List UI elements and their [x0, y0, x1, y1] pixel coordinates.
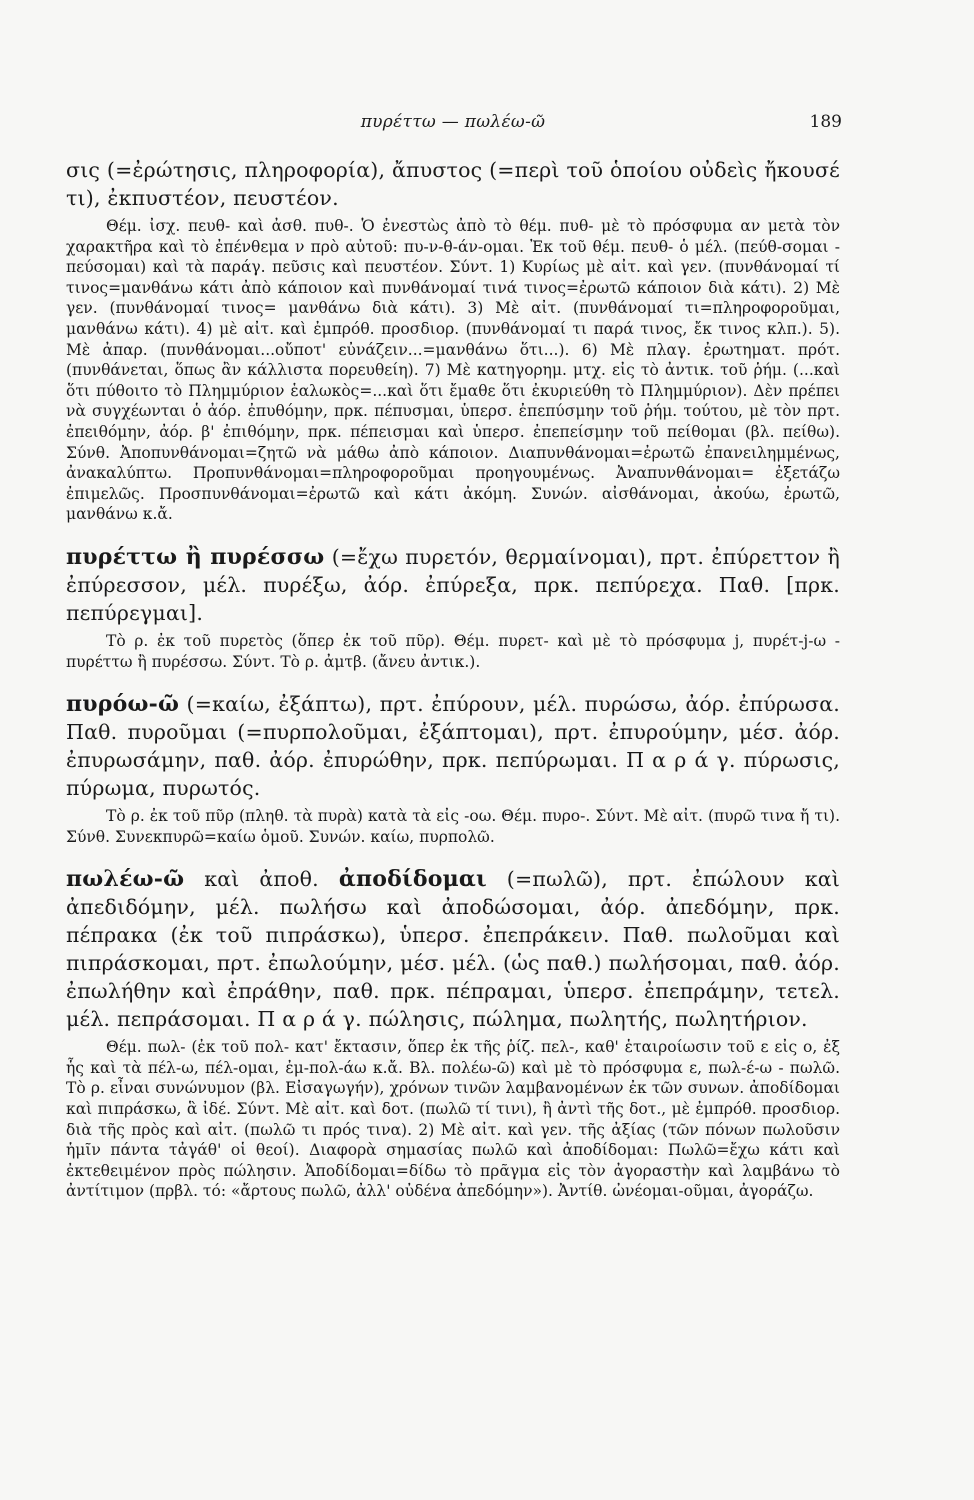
page-number: 189: [809, 112, 842, 132]
entry-main-text: [66, 690, 840, 802]
entry-poleo: [66, 865, 840, 1202]
entry-pyretto: [66, 543, 840, 672]
headword: πυρόω-ῶ: [66, 691, 180, 718]
entry-pyroo: [66, 690, 840, 847]
continuation-text: σις (=ἐρώτησις, πληροφορία), ἄπυστος (=περὶ τοῦ ὁποίου οὐδεὶς ἤκουσέ τι), ἐκπυστέον, πευστέον.: [66, 158, 840, 210]
entry-note: Θέμ. πωλ- (ἐκ τοῦ πολ- κατ' ἔκτασιν, ὅπερ ἐκ τῆς ῥίζ. πελ-, καθ' ἑταιροίωσιν τοῦ ε εἰς ο, ἐξ ἧς καὶ τὰ πέλ-ω, πέλ-ομαι, ἐμ-πολ-άω κ.ἄ. Βλ. πολέω-ῶ) καὶ μὲ τὸ πρόσφυμα ε, πωλ-έ-ω - πωλῶ. Τὸ ρ. εἶναι συνώνυμον (βλ. Εἰσαγωγήν), χρόνων τινῶν λαμβανομένων ἐκ τῶν συνων. ἀποδίδομαι καὶ πιπράσκω, ἃ ἰδέ. Σύντ. Μὲ αἰτ. καὶ δοτ. (πωλῶ τί τινι), ἢ ἀντὶ τῆς δοτ., μὲ ἐμπρόθ. προσδιορ. διὰ τῆς πρὸς καὶ αἰτ. (πωλῶ τι πρός τινα). 2) Μὲ αἰτ. καὶ γεν. τῆς ἀξίας (τῶν πόνων πωλοῦσιν ἡμῖν πάντα τἀγάθ' οἱ θεοί). Διαφορὰ σημασίας πωλῶ καὶ ἀποδίδομαι: Πωλῶ=ἔχω κάτι καὶ ἐκτεθειμένον πρὸς πώλησιν. Ἀποδίδομαι=δίδω τὸ πρᾶγμα εἰς τὸν ἀγοραστὴν καὶ λαμβάνω τὸ ἀντίτιμον (πρβλ. τό: «ἄρτους πωλῶ, ἀλλ' οὐδένα ἀπεδόμην»). Ἀντίθ. ὠνέομαι-οῦμαι, ἀγοράζω.: [66, 1038, 840, 1201]
continuation-note: Θέμ. ἰσχ. πευθ- καὶ ἀσθ. πυθ-. Ὁ ἐνεστὼς ἀπὸ τὸ θέμ. πυθ- μὲ τὸ πρόσφυμα αν μετὰ τὸν χαρακτῆρα καὶ τὸ ἐπένθεμα ν πρὸ αὐτοῦ: πυ-ν-θ-άν-ομαι. Ἐκ τοῦ θέμ. πευθ- ὁ μέλ. (πεύθ-σομαι - πεύσομαι) καὶ τὰ παράγ. πεῦσις καὶ πευστέον. Σύντ. 1) Κυρίως μὲ αἰτ. καὶ γεν. (πυνθάνομαί τί τινος=μανθάνω κάτι ἀπὸ κάποιον καὶ πυνθάνομαί τινά τινος=ἐρωτῶ κάποιον διὰ κάτι). 2) Μὲ γεν. (πυνθάνομαί τινος= μανθάνω διὰ κάτι). 3) Μὲ αἰτ. (πυνθάνομαί τι=πληροφοροῦμαι, μανθάνω κάτι). 4) μὲ αἰτ. καὶ ἐμπρόθ. προσδιορ. (πυνθάνομαί τι παρά τινος, ἔκ τινος κλπ.). 5). Μὲ ἀπαρ. (πυνθάνομαι...οὔποτ' εὐνάζειν...=μανθάνω ὅτι...). 6) Μὲ πλαγ. ἐρωτηματ. πρότ. (πυνθάνεται, ὅπως ἂν κάλλιστα πορευθείη). 7) Μὲ κατηγορημ. μτχ. εἰς τὸ ἀντικ. τοῦ ῥήμ. (...καὶ ὅτι πύθοιτο τὸ Πλημμύριον ἑαλωκὸς=...καὶ ὅτι ἔμαθε ὅτι ἐκυριεύθη τὸ Πλημμύριον). Δὲν πρέπει νὰ συγχέωνται ὁ ἀόρ. ἐπυθόμην, πρκ. πέπυσμαι, ὑπερσ. ἐπεπύσμην τοῦ ῥήμ. τούτου, μὲ τὸν πρτ. ἐπειθόμην, ἀόρ. β' ἐπιθόμην, πρκ. πέπεισμαι καὶ ὑπερσ. ἐπεπείσμην τοῦ πείθομαι (βλ. πείθω). Σύνθ. Ἀποπυνθάνομαι=ζητῶ νὰ μάθω ἀπὸ κάποιον. Διαπυνθάνομαι=ἐρωτῶ ἐπανειλημμένως, ἀνακαλύπτω. Προπυνθάνομαι=πληροφοροῦμαι προηγουμένως. Ἀναπυνθάνομαι= ἐξετάζω ἐπιμελῶς. Προσπυνθάνομαι=ἐρωτῶ καὶ κάτι ἀκόμη. Συνών. αἰσθάνομαι, ἀκούω, ἐρωτῶ, μανθάνω κ.ἄ.: [66, 217, 840, 524]
headword: πυρέττω ἢ πυρέσσω: [66, 543, 325, 570]
entry-body: (=καίω, ἐξάπτω), πρτ. ἐπύρουν, μέλ. πυρώσω, ἀόρ. ἐπύρωσα. Παθ. πυροῦμαι (=πυρπολοῦμαι, ἐξάπτομαι), πρτ. ἐπυρούμην, μέσ. ἀόρ. ἐπυρωσάμην, παθ. ἀόρ. ἐπυρώθην, πρκ. πεπύρωμαι. Π α ρ ά γ. πύρωσις, πύρωμα, πυρωτός.: [66, 692, 840, 801]
entry-note: Τὸ ρ. ἐκ τοῦ πῦρ (πληθ. τὰ πυρὰ) κατὰ τὰ εἰς -οω. Θέμ. πυρο-. Σύντ. Μὲ αἰτ. (πυρῶ τινα ἤ τι). Σύνθ. Συνεκπυρῶ=καίω ὁμοῦ. Συνών. καίω, πυρπολῶ.: [66, 807, 840, 846]
running-title: πυρέττω — πωλέω-ῶ: [360, 112, 546, 132]
entry-note: Τὸ ρ. ἐκ τοῦ πυρετὸς (ὅπερ ἐκ τοῦ πῦρ). Θέμ. πυρετ- καὶ μὲ τὸ πρόσφυμα j, πυρέτ-j-ω - πυρέττω ἢ πυρέσσω. Σύντ. Τὸ ρ. ἀμτβ. (ἄνευ ἀντικ.).: [66, 631, 840, 671]
entry-main-text: [66, 543, 840, 627]
headword-secondary: ἀποδίδομαι: [338, 866, 487, 893]
entry-main-text: [66, 865, 840, 1033]
headword-connector: καὶ ἀποθ.: [204, 867, 319, 892]
dictionary-page: [66, 112, 840, 1202]
headword: πωλέω-ῶ: [66, 866, 185, 893]
entry-body: (=ἔχω πυρετόν, θερμαίνομαι), πρτ. ἐπύρεττον ἢ ἐπύρεσσον, μέλ. πυρέξω, ἀόρ. ἐπύρεξα, πρκ. πεπύρεχα. Παθ. [πρκ. πεπύρεγμαι].: [66, 544, 840, 625]
entry-body: (=πωλῶ), πρτ. ἐπώλουν καὶ ἀπεδιδόμην, μέλ. πωλήσω καὶ ἀποδώσομαι, ἀόρ. ἀπεδόμην, πρκ. πέπρακα (ἐκ τοῦ πιπράσκω), ὑπερσ. ἐπεπράκειν. Παθ. πωλοῦμαι καὶ πιπράσκομαι, πρτ. ἐπωλούμην, μέσ. μέλ. (ὡς παθ.) πωλήσομαι, παθ. ἀόρ. ἐπωλήθην καὶ ἐπράθην, παθ. πρκ. πέπραμαι, ὑπερσ. ἐπεπράμην, τετελ. μέλ. πεπράσομαι. Π α ρ ά γ. πώλησις, πώλημα, πωλητής, πωλητήριον.: [66, 867, 840, 1032]
page-header: [66, 112, 840, 142]
